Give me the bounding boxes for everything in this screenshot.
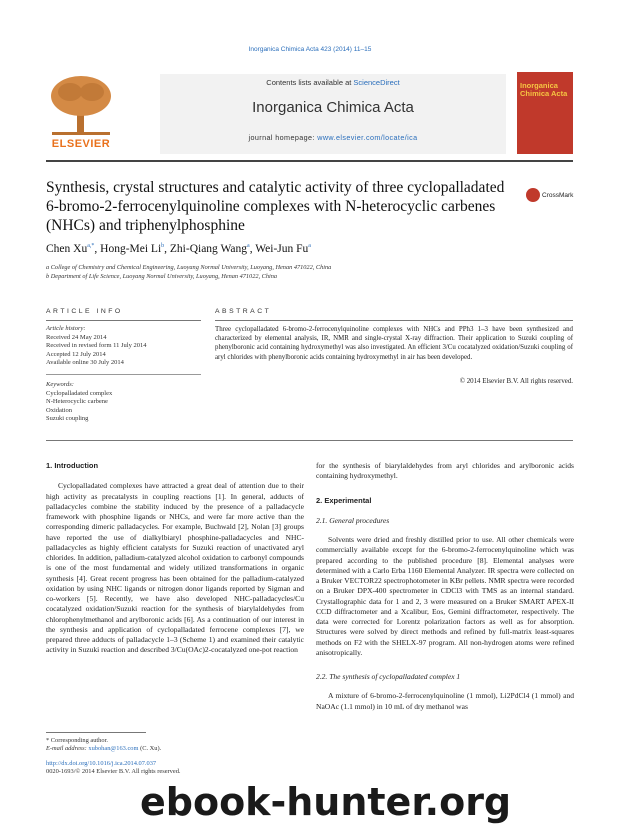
elsevier-tree-logo (46, 72, 116, 148)
body-right-column (316, 461, 574, 712)
body-rule (46, 440, 573, 441)
history-item: Received in revised form 11 July 2014 (46, 342, 147, 350)
keyword: Oxidation (46, 406, 72, 414)
header-rule (46, 160, 573, 162)
introduction-heading: 1. Introduction (46, 461, 99, 470)
keyword: Suzuki coupling (46, 415, 89, 423)
synthesis-heading: 2.2. The synthesis of cyclopalladated complex 1 (316, 672, 461, 681)
issn-line: 0020-1693/© 2014 Elsevier B.V. All rights reserved. (46, 768, 181, 776)
intro-continued: for the synthesis of biarylaldehydes from aryl chlorides and arylboronic acids containing hydroxymethyl. (316, 461, 574, 481)
journal-homepage (160, 133, 506, 142)
history-item: Received 24 May 2014 (46, 333, 107, 341)
author-sup[interactable]: b (161, 243, 165, 250)
elsevier-wordmark: ELSEVIER (51, 138, 111, 150)
doi-link[interactable]: http://dx.doi.org/10.1016/j.ica.2014.07.037 (46, 760, 157, 767)
doi-block (46, 760, 181, 777)
abstract-rule (215, 320, 573, 321)
history-label: Article history: (46, 325, 86, 332)
contents-prefix: Contents lists available at (266, 78, 354, 87)
experimental-heading: 2. Experimental (316, 495, 372, 505)
journal-reference[interactable]: Inorganica Chimica Acta 423 (2014) 11–15 (248, 46, 372, 53)
body-left-column (46, 461, 304, 656)
watermark-text: ebook-hunter.org (140, 780, 512, 824)
keywords (46, 381, 112, 424)
abstract-heading: ABSTRACT (215, 308, 272, 315)
homepage-prefix: journal homepage: (248, 133, 318, 142)
email-label: E-mail address: (46, 745, 89, 753)
sciencedirect-link[interactable]: ScienceDirect (353, 78, 400, 87)
author-name[interactable]: Zhi-Qiang Wang (169, 243, 248, 255)
abstract-text: Three cyclopalladated 6-bromo-2-ferrocenylquinoline complexes with NHCs and PPh3 1–3 have been synthesized and characterized by elemental analysis, IR, NMR and single-crystal X-ray diffraction. Their application to Suzuki coupling of phenylboronic acid containing hydroxymethyl was also investigated. An efficient 3/Cu cocatalyzed oxidation/Suzuki coupling of aryl chlorides with phenylboronic acids containing hydroxymethyl in air has been developed. (215, 326, 573, 361)
contents-line (160, 78, 506, 87)
email-link[interactable]: xubohan@163.com (88, 745, 139, 753)
keyword: N-Heterocyclic carbene (46, 398, 108, 406)
corresponding-footnote (46, 737, 161, 754)
general-procedures-heading: 2.1. General procedures (316, 515, 390, 525)
crossmark-button[interactable] (526, 186, 573, 204)
affiliation-a: a College of Chemistry and Chemical Engineering, Luoyang Normal University, Luoyang, Henan 471022, China (46, 264, 332, 271)
author-sup[interactable]: a (247, 243, 250, 250)
journal-cover-image (517, 72, 573, 154)
author-name[interactable]: Chen Xu (46, 243, 88, 255)
keyword: Cyclopalladated complex (46, 389, 113, 397)
author-sup[interactable]: a,* (87, 243, 95, 250)
article-info-heading: ARTICLE INFO (46, 308, 123, 315)
email-suffix: (C. Xu). (138, 745, 162, 753)
author-name[interactable]: Wei-Jun Fu (255, 243, 309, 255)
author-list: Chen $Xu^{a,*}$, Hong-Mei Li$^b$, Zhi-Qiang Wang$^a$, Wei-Jun Fu$^a$ (46, 243, 311, 255)
history-item: Available online 30 July 2014 (46, 359, 124, 367)
corresponding-author: * Corresponding author. (46, 737, 108, 744)
article-title: Synthesis, crystal structures and catalytic activity of three cyclopalladated 6-bromo-2-ferrocenylquinoline complexes with N-heterocyclic carbenes (NHCs) and triphenylphosphine (46, 179, 505, 234)
keywords-label: Keywords: (46, 381, 74, 388)
abstract-copyright: © 2014 Elsevier B.V. All rights reserved. (459, 378, 573, 385)
affiliation-b: b Department of Life Science, Luoyang Normal University, Luoyang, Henan 471022, China (46, 273, 278, 280)
article-info-rule (46, 320, 201, 321)
article-history (46, 325, 147, 368)
affiliations (46, 263, 331, 281)
history-item: Accepted 12 July 2014 (46, 350, 106, 358)
footnote-rule (46, 732, 146, 733)
synthesis-paragraph: A mixture of 6-bromo-2-ferrocenylquinoline (1 mmol), Li2PdCl4 (1 mmol) and NaOAc (1.1 mmol) in 10 mL of dry methanol was (316, 691, 574, 711)
introduction-paragraph: Cyclopalladated complexes have attracted a great deal of attention due to their high activity as precatalysts in coupling reactions [1]. In general, adducts of palladacycles combine the stability induced by the presence of a palladacycle framework with phosphine ligands or NHCs, and were far more active than the corresponding dimeric palladacycles. For example, Buchwald [2], Nolan [3] groups have reported the use of dialkylbiaryl phosphine-palladacycles and NHC-palladacycles as highly efficient catalysts for Suzuki reaction of unactivated aryl chlorides. In addition, palladium-catalyzed alcohol oxidation to carbonyl compounds is one of the most fundamental and widely utilized transformations in organic synthesis [4]. Great recent progress has been obtained for the palladium-catalyzed oxidation by using NHC ligands or nitrogen donor ligands reported by Sigman and co-workers [5]. Recently, we have also developed NHC-palladacycles/Cu cocatalyzed oxidation/Suzuki reaction for the synthesis of biarylaldehydes from chlorophenylmethanol and arylboronic acids [6]. As a continuation of our interest in the synthesis and application of cyclopalladated ferrocene complexes [7], we prepared three adducts of palladacycle 1–3 (Scheme 1) and examined their catalytic activity in Suzuki reaction and described 3/Cu(OAc)2-cocatalyzed one-pot reaction (46, 481, 304, 655)
cover-title: Inorganica Chimica Acta (520, 81, 568, 98)
crossmark-icon (526, 188, 540, 202)
author-name[interactable]: Hong-Mei Li (100, 243, 162, 255)
keywords-rule (46, 374, 201, 375)
homepage-link[interactable]: www.elsevier.com/locate/ica (317, 133, 418, 142)
general-procedures-paragraph: Solvents were dried and freshly distilled prior to use. All other chemicals were commercially available except for the 6-bromo-2-ferrocenylquinoline which was prepared according to the published procedure [8]. Elemental analyses were determined with a Carlo Erba 1160 Elemental Analyzer. IR spectra were collected on a Bruker VECTOR22 spectrophotometer in KBr pellets. NMR spectra were recorded on a Bruker DPX-400 spectrometer in CDCl3 with TMS as an internal standard. Crystallographic data for 1 and 2, 3 were measured on a Bruker SMART APEX-II CCD diffractometer and a Xcalibur, Eos, Gemini diffractometer, respectively. The data were corrected for Lorentz polarization factors as well as for absorption. Structures were solved by direct methods and refined by full-matrix least-squares methods on F2 with the SHELX-97 program. All non-hydrogen atoms were refined anisotropically. (316, 535, 574, 657)
author-sup[interactable]: a (308, 243, 311, 250)
crossmark-label: CrossMark (542, 191, 574, 199)
journal-name: Inorganica Chimica Acta (252, 99, 414, 116)
